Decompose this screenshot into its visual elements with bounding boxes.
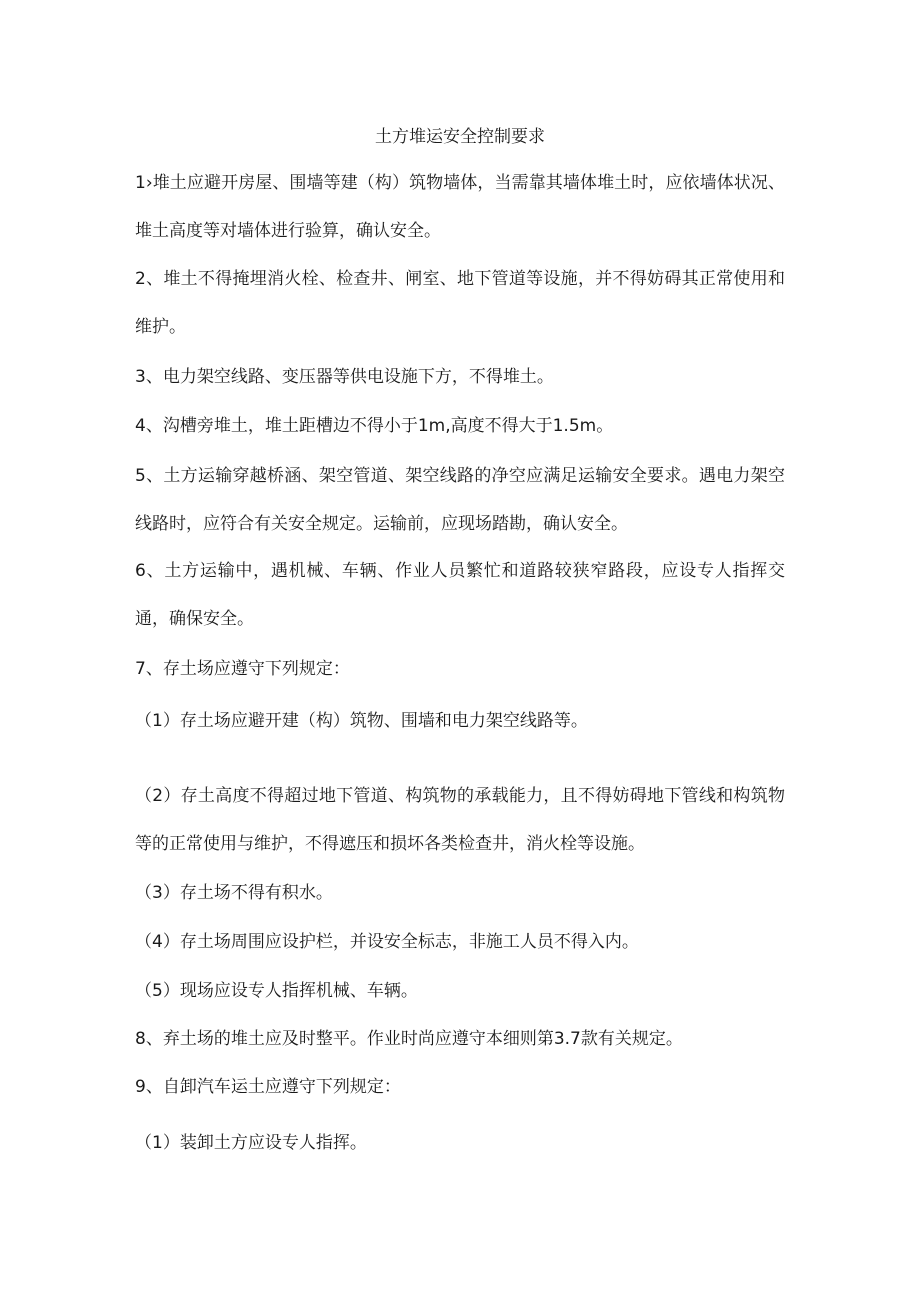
storage-rule-3: （3）存土场不得有积水。 (135, 883, 333, 903)
paragraph-3: 3、电力架空线路、变压器等供电设施下方，不得堆土。 (135, 367, 554, 387)
page-title: 土方堆运安全控制要求 (375, 127, 545, 147)
truck-rule-1: （1）装卸土方应设专人指挥。 (135, 1133, 367, 1153)
storage-rule-5: （5）现场应设专人指挥机械、车辆。 (135, 981, 418, 1001)
storage-rule-2: （2）存土高度不得超过地下管道、构筑物的承载能力，且不得妨碍地下管线和构筑物等的正常使用与维护，不得遮压和损坏各类检查井，消火栓等设施。 (135, 786, 785, 854)
paragraph-4: 4、沟槽旁堆土，堆土距槽边不得小于1m,高度不得大于1.5m。 (135, 416, 614, 436)
paragraph-8: 8、弃土场的堆土应及时整平。作业时尚应遵守本细则第3.7款有关规定。 (135, 1029, 683, 1049)
storage-rule-1: （1）存土场应避开建（构）筑物、围墙和电力架空线路等。 (135, 711, 588, 731)
paragraph-9: 9、自卸汽车运土应遵守下列规定： (135, 1077, 401, 1097)
paragraph-7: 7、存土场应遵守下列规定： (135, 659, 350, 679)
paragraph-5: 5、土方运输穿越桥涵、架空管道、架空线路的净空应满足运输安全要求。遇电力架空线路时，应符合有关安全规定。运输前，应现场踏勘，确认安全。 (135, 466, 785, 534)
paragraph-1: 1›堆土应避开房屋、围墙等建（构）筑物墙体，当需靠其墙体堆土时，应依墙体状况、堆土高度等对墙体进行验算，确认安全。 (135, 173, 785, 241)
paragraph-6: 6、土方运输中，遇机械、车辆、作业人员繁忙和道路较狭窄路段，应设专人指挥交通，确保安全。 (135, 561, 785, 629)
paragraph-2: 2、堆土不得掩埋消火栓、检查井、闸室、地下管道等设施，并不得妨碍其正常使用和维护。 (135, 269, 785, 337)
storage-rule-4: （4）存土场周围应设护栏，并设安全标志，非施工人员不得入内。 (135, 932, 639, 952)
